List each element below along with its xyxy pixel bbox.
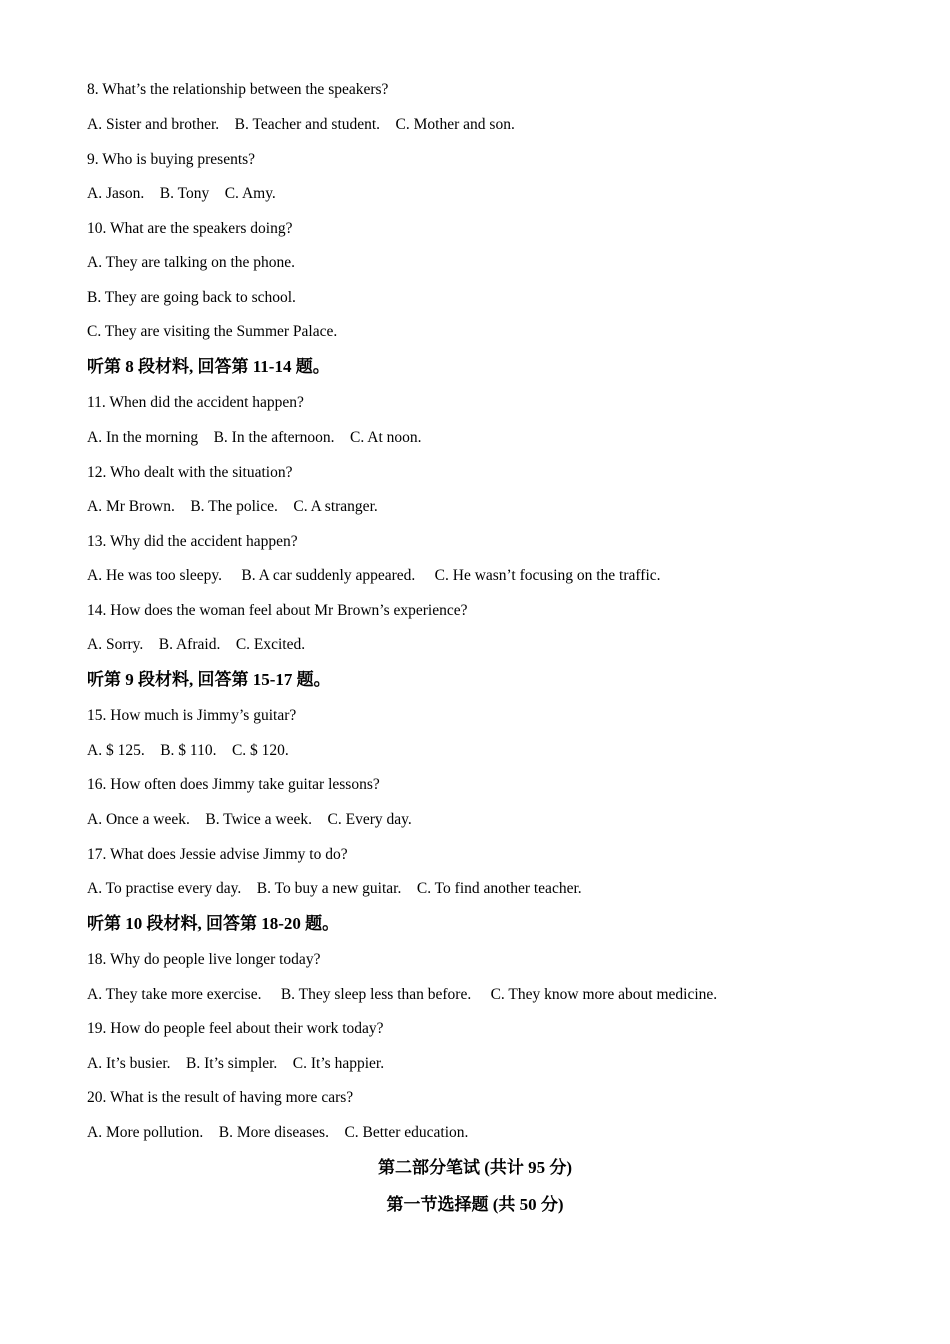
question-19: 19. How do people feel about their work today? xyxy=(87,1020,384,1037)
part-two-heading: 第二部分笔试 (共计 95 分) xyxy=(377,1158,573,1177)
question-13: 13. Why did the accident happen? xyxy=(87,533,298,550)
options-14: A. Sorry. B. Afraid. C. Excited. xyxy=(87,636,306,653)
question-20: 20. What is the result of having more cars? xyxy=(87,1089,354,1106)
question-9: 9. Who is buying presents? xyxy=(87,151,256,168)
options-20: A. More pollution. B. More diseases. C. Better education. xyxy=(87,1124,469,1141)
options-9: A. Jason. B. Tony C. Amy. xyxy=(87,185,276,202)
option-10-c: C. They are visiting the Summer Palace. xyxy=(87,323,338,340)
section-heading-8: 听第 8 段材料, 回答第 11-14 题。 xyxy=(87,357,330,376)
option-10-b: B. They are going back to school. xyxy=(87,289,296,306)
section-one-heading: 第一节选择题 (共 50 分) xyxy=(386,1195,564,1214)
question-10: 10. What are the speakers doing? xyxy=(87,220,293,237)
section-heading-10: 听第 10 段材料, 回答第 18-20 题。 xyxy=(87,914,340,933)
options-18: A. They take more exercise. B. They sleep less than before. C. They know more about medicine. xyxy=(87,986,718,1003)
options-12: A. Mr Brown. B. The police. C. A stranger. xyxy=(87,498,378,515)
options-8: A. Sister and brother. B. Teacher and student. C. Mother and son. xyxy=(87,116,515,133)
options-13: A. He was too sleepy. B. A car suddenly appeared. C. He wasn’t focusing on the traffic. xyxy=(87,567,661,584)
options-16: A. Once a week. B. Twice a week. C. Every day. xyxy=(87,811,412,828)
question-11: 11. When did the accident happen? xyxy=(87,394,304,411)
option-10-a: A. They are talking on the phone. xyxy=(87,254,296,271)
question-15: 15. How much is Jimmy’s guitar? xyxy=(87,707,297,724)
options-11: A. In the morning B. In the afternoon. C. At noon. xyxy=(87,429,422,446)
question-18: 18. Why do people live longer today? xyxy=(87,951,321,968)
question-8: 8. What’s the relationship between the speakers? xyxy=(87,81,389,98)
options-19: A. It’s busier. B. It’s simpler. C. It’s happier. xyxy=(87,1055,385,1072)
question-14: 14. How does the woman feel about Mr Brown’s experience? xyxy=(87,602,468,619)
options-17: A. To practise every day. B. To buy a new guitar. C. To find another teacher. xyxy=(87,880,582,897)
question-16: 16. How often does Jimmy take guitar lessons? xyxy=(87,776,380,793)
section-heading-9: 听第 9 段材料, 回答第 15-17 题。 xyxy=(87,670,331,689)
question-17: 17. What does Jessie advise Jimmy to do? xyxy=(87,846,348,863)
question-12: 12. Who dealt with the situation? xyxy=(87,464,293,481)
options-15: A. $ 125. B. $ 110. C. $ 120. xyxy=(87,742,289,759)
